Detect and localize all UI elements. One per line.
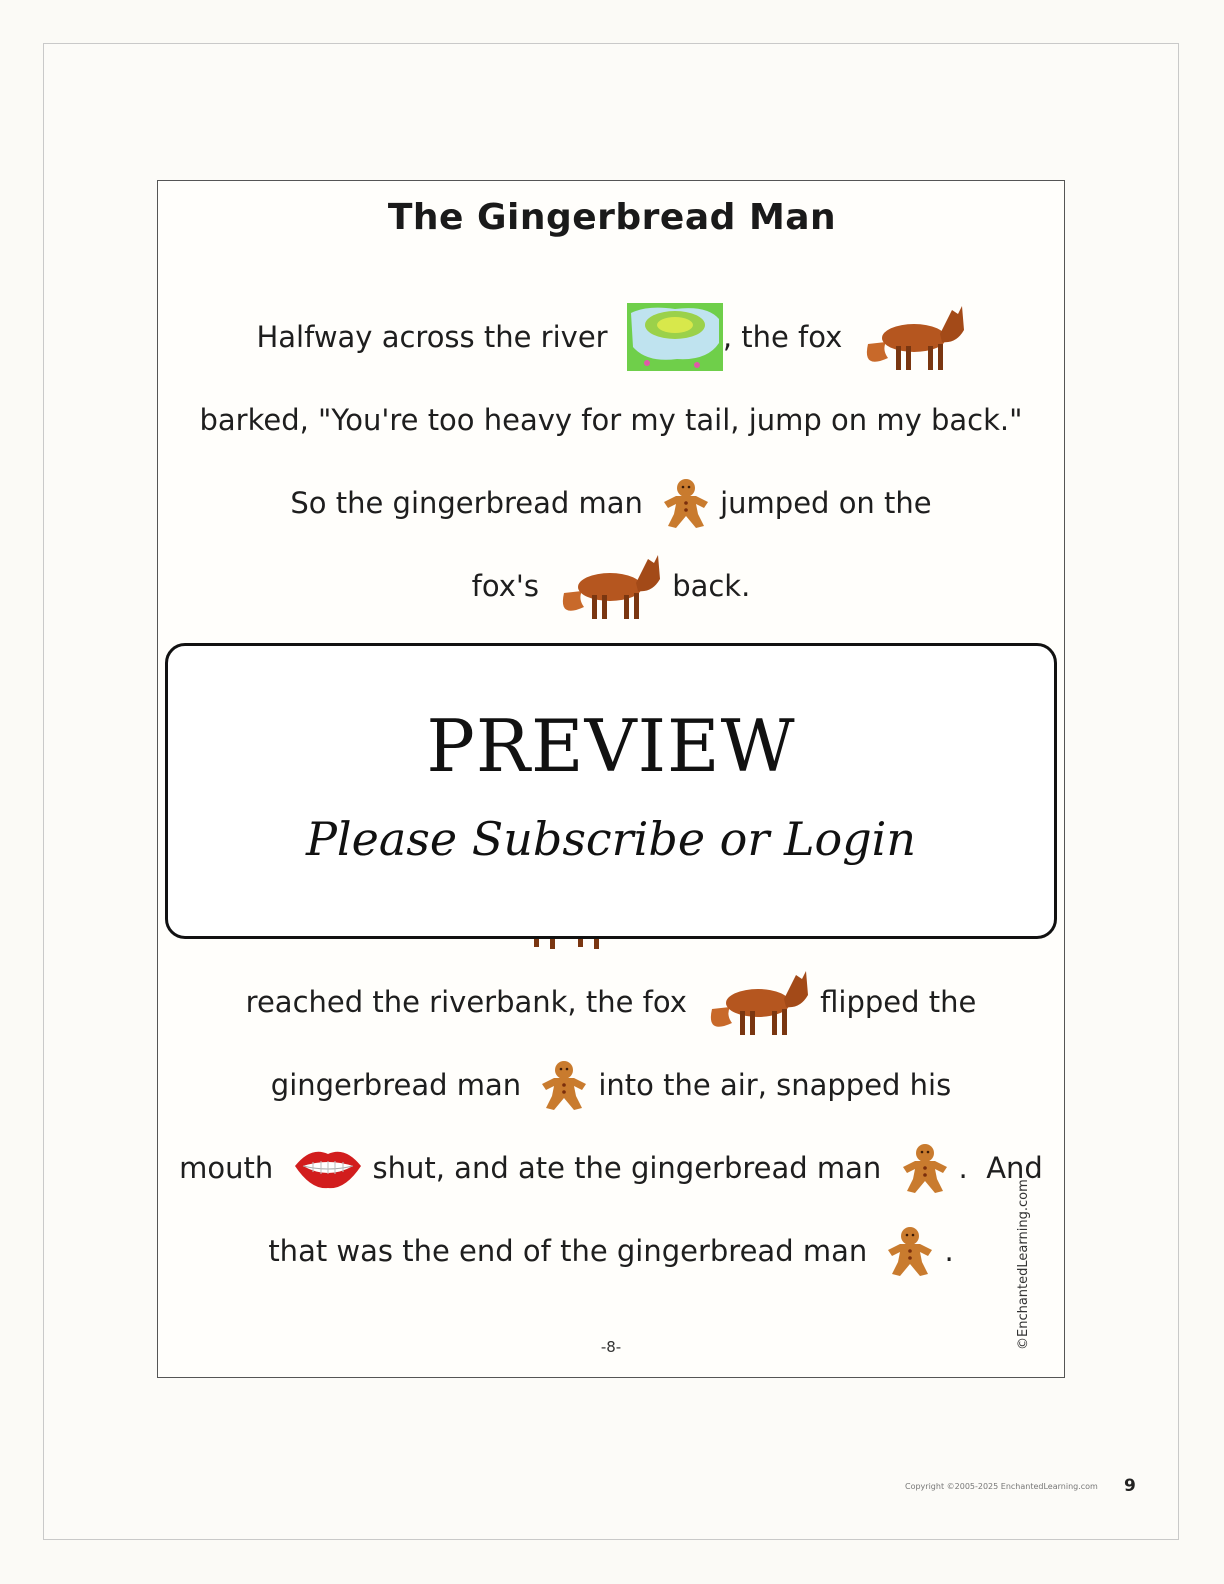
copyright-watermark: ©EnchantedLearning.com bbox=[1016, 1179, 1031, 1350]
story-text: into the air, snapped his bbox=[598, 1068, 952, 1102]
story-text: reached the riverbank, the fox bbox=[245, 985, 687, 1019]
story-line-2 bbox=[157, 378, 1065, 458]
footer-page-number: 9 bbox=[1124, 1476, 1136, 1496]
story-text: , the fox bbox=[722, 320, 843, 354]
story-text: fox's bbox=[471, 569, 539, 603]
fox-icon bbox=[706, 965, 810, 1039]
worksheet-page-number: -8- bbox=[600, 1338, 622, 1356]
story-text: flipped the bbox=[820, 985, 977, 1019]
story-line-6 bbox=[157, 1043, 1065, 1123]
gingerbread-man-icon bbox=[886, 1226, 934, 1276]
gingerbread-man-icon bbox=[662, 478, 710, 528]
fox-icon bbox=[862, 300, 966, 374]
story-line-7 bbox=[157, 1126, 1065, 1206]
story-text: back. bbox=[672, 569, 751, 603]
story-text: Halfway across the river bbox=[256, 320, 608, 354]
mouth-icon bbox=[293, 1146, 363, 1190]
fox-icon bbox=[558, 549, 662, 623]
river-icon bbox=[627, 303, 723, 371]
story-text: that was the end of the gingerbread man bbox=[268, 1234, 868, 1268]
subscribe-login-prompt[interactable]: Please Subscribe or Login bbox=[305, 812, 917, 866]
story-line-1 bbox=[157, 295, 1065, 375]
footer-copyright: Copyright ©2005-2025 EnchantedLearning.com bbox=[905, 1482, 1098, 1491]
story-line-8 bbox=[157, 1209, 1065, 1289]
story-line-5 bbox=[157, 960, 1065, 1040]
gingerbread-man-icon bbox=[540, 1060, 588, 1110]
worksheet-title: The Gingerbread Man bbox=[387, 197, 837, 238]
preview-overlay[interactable] bbox=[165, 643, 1057, 939]
story-text: gingerbread man bbox=[270, 1068, 522, 1102]
story-text: barked, "You're too heavy for my tail, jump on my back." bbox=[199, 403, 1023, 437]
story-line-4 bbox=[157, 544, 1065, 624]
story-text: . bbox=[944, 1234, 954, 1268]
story-text: . And bbox=[958, 1151, 1043, 1185]
gingerbread-man-icon bbox=[901, 1143, 949, 1193]
story-line-3 bbox=[157, 461, 1065, 541]
story-text: So the gingerbread man bbox=[290, 486, 643, 520]
preview-heading: PREVIEW bbox=[426, 704, 796, 788]
story-text: mouth bbox=[179, 1151, 274, 1185]
story-text: jumped on the bbox=[720, 486, 932, 520]
story-text: shut, and ate the gingerbread man bbox=[372, 1151, 882, 1185]
